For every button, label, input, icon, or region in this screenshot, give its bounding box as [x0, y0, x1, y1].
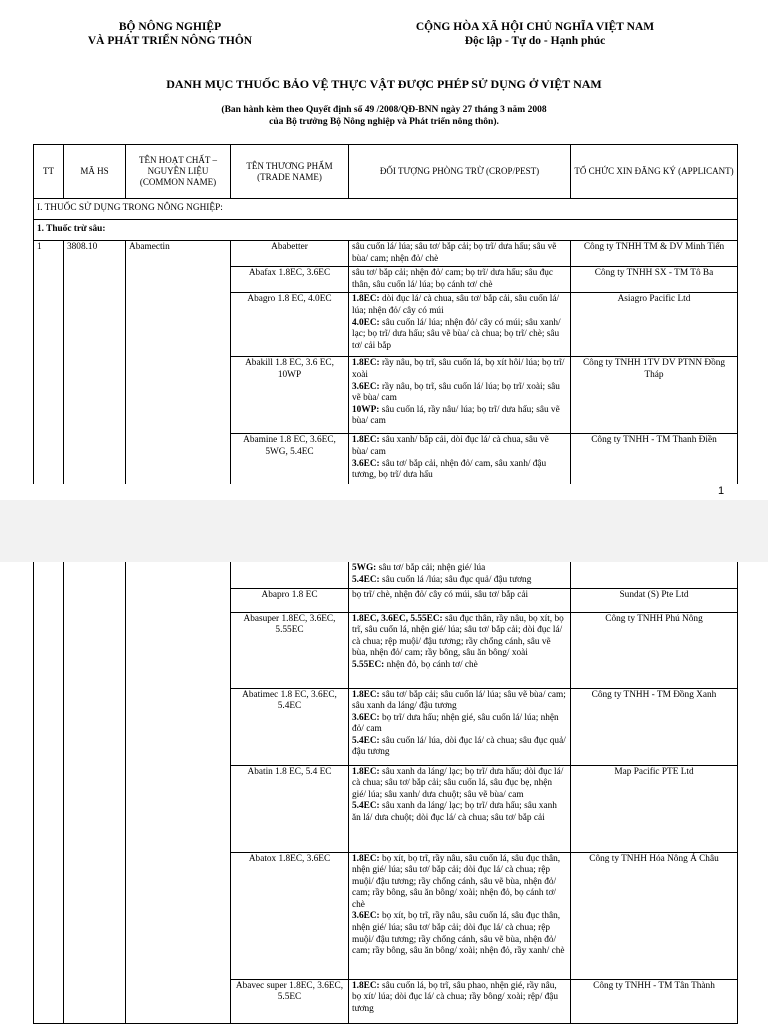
pest-text: bọ trĩ/ dưa hấu; nhện gié, sâu cuốn lá/ lúa; nhện đỏ/ cam	[352, 712, 559, 735]
crop-pest: sâu tơ/ bắp cải; nhện đỏ/ cam; bọ trĩ/ dưa hấu; sâu đục thân, sâu cuốn lá/ lúa; bọ cánh tơ/ chè	[349, 267, 571, 293]
pest-text: sâu cuốn lá, rầy nâu/ lúa; bọ trĩ/ dưa hấu; sâu vẽ bùa/ cam	[352, 404, 560, 427]
crop-pest	[349, 612, 571, 688]
decision-line-1: (Ban hành kèm theo Quyết định số 49 /2008/QĐ-BNN ngày 27 tháng 3 năm 2008	[221, 105, 547, 115]
applicant: Map Pacific PTE Ltd	[571, 765, 738, 852]
col-ma-hs: MÃ HS	[64, 145, 126, 199]
pest-text: sâu tơ/ bắp cải; sâu cuốn lá/ lúa; sâu vẽ bùa/ cam; sâu xanh da láng/ đậu tương	[352, 689, 566, 712]
table-row	[34, 562, 738, 588]
trade-name: Abatin 1.8 EC, 5.4 EC	[231, 765, 349, 852]
formulation-label: 5.4EC:	[352, 735, 380, 746]
page-1	[0, 0, 768, 500]
page-number: 1	[718, 485, 725, 497]
pest-text: sâu đục thân, rầy nâu, bọ xít, bọ trĩ, sâu cuốn lá, nhện gié/ lúa; sâu tơ/ bắp cải; dòi đục lá/ cà chua; rệp muội/ đậu tương; rầy chổng cánh, sâu vẽ bùa, nhện đỏ/ cam; rầy bông, sâu ăn bông/ xoài	[352, 613, 564, 659]
row-tt-continued	[34, 562, 64, 1023]
applicant: Công ty TNHH - TM Tân Thành	[571, 979, 738, 1023]
formulation-label: 1.8EC:	[352, 435, 380, 446]
col-applicant: TỔ CHỨC XIN ĐĂNG KÝ (APPLICANT)	[571, 145, 738, 199]
row-active-ingredient: Abamectin	[126, 241, 231, 484]
applicant: Asiagro Pacific Ltd	[571, 293, 738, 357]
applicant: Công ty TNHH - TM Thanh Điền	[571, 434, 738, 484]
formulation-label: 3.6EC:	[352, 911, 380, 922]
col-tt: TT	[34, 145, 64, 199]
trade-name: Abavec super 1.8EC, 3.6EC, 5.5EC	[231, 979, 349, 1023]
pest-text: nhện đỏ, bọ cánh tơ/ chè	[384, 659, 478, 670]
formulation-label: 5.4EC:	[352, 574, 380, 585]
page-2	[0, 562, 768, 1024]
pest-text: sâu tơ/ bắp cải, nhện đỏ/ cam, sâu xanh/ đậu tương, bọ trĩ/ dưa hấu	[352, 458, 547, 481]
subsection-title: 1. Thuốc trừ sâu:	[34, 220, 738, 241]
formulation-label: 3.6EC:	[352, 712, 380, 723]
applicant: Công ty TNHH TM & DV Minh Tiến	[571, 241, 738, 267]
applicant: Sundat (S) Pte Ltd	[571, 588, 738, 612]
formulation-label: 3.6EC:	[352, 458, 380, 469]
page-separator	[0, 500, 768, 562]
formulation-label: 1.8EC:	[352, 689, 380, 700]
formulation-label: 4.0EC:	[352, 317, 380, 328]
pest-text: sâu xanh da láng/ lạc; bọ trĩ/ dưa hấu; dòi đục lá/ cà chua; sâu tơ/ bắp cải; sâu cuốn lá, sâu đục bẹ, nhện gié/ lúa; sâu xanh/ dưa chuột; sâu vẽ bùa/ cam	[352, 766, 564, 800]
row-tt: 1	[34, 241, 64, 484]
subsection-row	[34, 220, 738, 241]
formulation-label: 1.8EC:	[352, 853, 380, 864]
col-active-ingredient: TÊN HOẠT CHẤT – NGUYÊN LIỆU (COMMON NAME)	[126, 145, 231, 199]
formulation-label: 10WP:	[352, 404, 380, 415]
col-trade-name: TÊN THƯƠNG PHẨM (TRADE NAME)	[231, 145, 349, 199]
formulation-label: 1.8EC:	[352, 358, 380, 369]
formulation-label: 5WG:	[352, 563, 377, 573]
trade-name: Abasuper 1.8EC, 3.6EC, 5.55EC	[231, 612, 349, 688]
trade-name: Abagro 1.8 EC, 4.0EC	[231, 293, 349, 357]
document-title: DANH MỤC THUỐC BẢO VỆ THỰC VẬT ĐƯỢC PHÉP SỬ DỤNG Ở VIỆT NAM	[166, 77, 602, 91]
pest-text: sâu cuốn lá /lúa; sâu đục quả/ đậu tương	[379, 574, 532, 585]
crop-pest	[349, 765, 571, 852]
col-crop-pest: ĐỐI TƯỢNG PHÒNG TRỪ (CROP/PEST)	[349, 145, 571, 199]
trade-name: Abafax 1.8EC, 3.6EC	[231, 267, 349, 293]
republic-line-2: Độc lập - Tự do - Hạnh phúc	[464, 35, 606, 47]
pesticide-table-page-1	[33, 144, 738, 484]
crop-pest	[349, 979, 571, 1023]
section-title: I. THUỐC SỬ DỤNG TRONG NÔNG NGHIỆP:	[34, 199, 738, 220]
trade-name: Abamine 1.8 EC, 3.6EC, 5WG, 5.4EC	[231, 434, 349, 484]
formulation-label: 3.6EC:	[352, 381, 380, 392]
decision-line-2: của Bộ trưởng Bộ Nông nghiệp và Phát triển nông thôn).	[269, 117, 499, 127]
applicant: Công ty TNHH 1TV DV PTNN Đồng Tháp	[571, 357, 738, 434]
crop-pest	[349, 357, 571, 434]
ministry-line-1: BỘ NÔNG NGHIỆP	[118, 21, 222, 33]
pest-text: sâu xanh/ bắp cải, dòi đục lá/ cà chua, sâu vẽ bùa/ cam	[352, 435, 549, 457]
pest-text: sâu cuốn lá/ lúa, dòi đục lá/ cà chua; sâu đục quả/ đậu tương	[352, 735, 566, 758]
trade-name: Abapro 1.8 EC	[231, 588, 349, 612]
trade-name: Ababetter	[231, 241, 349, 267]
republic-line-1: CỘNG HÒA XÃ HỘI CHỦ NGHĨA VIỆT NAM	[415, 21, 655, 33]
trade-name: Abakill 1.8 EC, 3.6 EC, 10WP	[231, 357, 349, 434]
pest-text: dòi đục lá/ cà chua, sâu tơ/ bắp cải, sâu cuốn lá/ lúa; nhện đỏ/ cây có múi	[352, 294, 560, 316]
formulation-label: 5.4EC:	[352, 801, 380, 812]
pest-text: sâu xanh da láng/ lạc; bọ trĩ/ dưa hấu; sâu xanh ăn lá/ dưa chuột; dòi đục lá/ cà chua; sâu tơ/ bắp cải	[352, 801, 557, 823]
pest-text: rầy nâu, bọ trĩ, sâu cuốn lá/ lúa; bọ trĩ/ xoài; sâu vẽ bùa/ cam	[352, 381, 560, 404]
row-active-continued	[126, 562, 231, 1023]
formulation-label: 1.8EC:	[352, 980, 380, 991]
table-header-row	[34, 145, 738, 199]
applicant: Công ty TNHH Hóa Nông Á Châu	[571, 852, 738, 979]
trade-name-continued	[231, 562, 349, 588]
section-row	[34, 199, 738, 220]
applicant-continued	[571, 562, 738, 588]
ministry-header	[60, 20, 280, 48]
pest-text: sâu cuốn lá/ lúa; nhện đỏ/ cây có múi; sâu xanh/ lạc; bọ trĩ/ dưa hấu; sâu vẽ bùa/ cà chua; bọ trĩ/ chè; sâu tơ/ cải bắp	[352, 317, 561, 351]
crop-pest: bọ trĩ/ chè, nhện đỏ/ cây có múi, sâu tơ/ bắp cải	[349, 588, 571, 612]
pest-text: bọ xít, bọ trĩ, rầy nâu, sâu cuốn lá, sâu đục thân, nhện gié/ lúa; sâu tơ/ bắp cải; dòi đục lá/ cà chua; rệp muội/ đậu tương; rầy chổng cánh, sâu vẽ bùa, nhện đỏ/ cam; rầy bông, sâu ăn bông/ xoài; nhện đỏ, rầy xanh/ chè	[352, 911, 565, 957]
pesticide-table-page-2	[33, 562, 738, 1024]
crop-pest	[349, 293, 571, 357]
row-ma-hs: 3808.10	[64, 241, 126, 484]
trade-name: Abatox 1.8EC, 3.6EC	[231, 852, 349, 979]
formulation-label: 1.8EC:	[352, 766, 380, 777]
crop-pest	[349, 688, 571, 765]
formulation-label: 1.8EC, 3.6EC, 5.55EC:	[352, 613, 443, 624]
crop-pest: sâu cuốn lá/ lúa; sâu tơ/ bắp cải; bọ trĩ/ dưa hấu; sâu vẽ bùa/ cam; nhện đỏ/ chè	[349, 241, 571, 267]
pest-text: sâu tơ/ bắp cải; nhện gié/ lúa	[376, 563, 486, 573]
applicant: Công ty TNHH - TM Đồng Xanh	[571, 688, 738, 765]
trade-name: Abatimec 1.8 EC, 3.6EC, 5.4EC	[231, 688, 349, 765]
formulation-label: 1.8EC:	[352, 294, 380, 305]
applicant: Công ty TNHH Phú Nông	[571, 612, 738, 688]
applicant: Công ty TNHH SX - TM Tô Ba	[571, 267, 738, 293]
formulation-label: 5.55EC:	[352, 659, 385, 670]
row-ma-hs-continued	[64, 562, 126, 1023]
republic-header	[380, 20, 690, 48]
ministry-line-2: VÀ PHÁT TRIỂN NÔNG THÔN	[87, 35, 253, 47]
crop-pest	[349, 434, 571, 484]
crop-pest	[349, 852, 571, 979]
pest-text: sâu cuốn lá, bọ trĩ, sâu phao, nhện gié, rầy nâu, bọ xít/ lúa; dòi đục lá/ cà chua; rầy bông/ xoài; rệp/ đậu tương	[352, 980, 559, 1014]
crop-pest	[349, 562, 571, 588]
pest-text: bọ xít, bọ trĩ, rầy nâu, sâu cuốn lá, sâu đục thân, nhện gié/ lúa; sâu tơ/ bắp cải; dòi đục lá/ cà chua; rệp muội/ đậu tương; rầy chổng cánh, sâu vẽ bùa, nhện đỏ/ cam; rầy bông, sâu ăn bông/ xoài; nhện đỏ, bọ cánh tơ/ chè	[352, 853, 561, 910]
pest-text: rầy nâu, bọ trĩ, sâu cuốn lá, bọ xít hôi/ lúa; bọ trĩ/ xoài	[352, 358, 565, 380]
table-row	[34, 241, 738, 267]
